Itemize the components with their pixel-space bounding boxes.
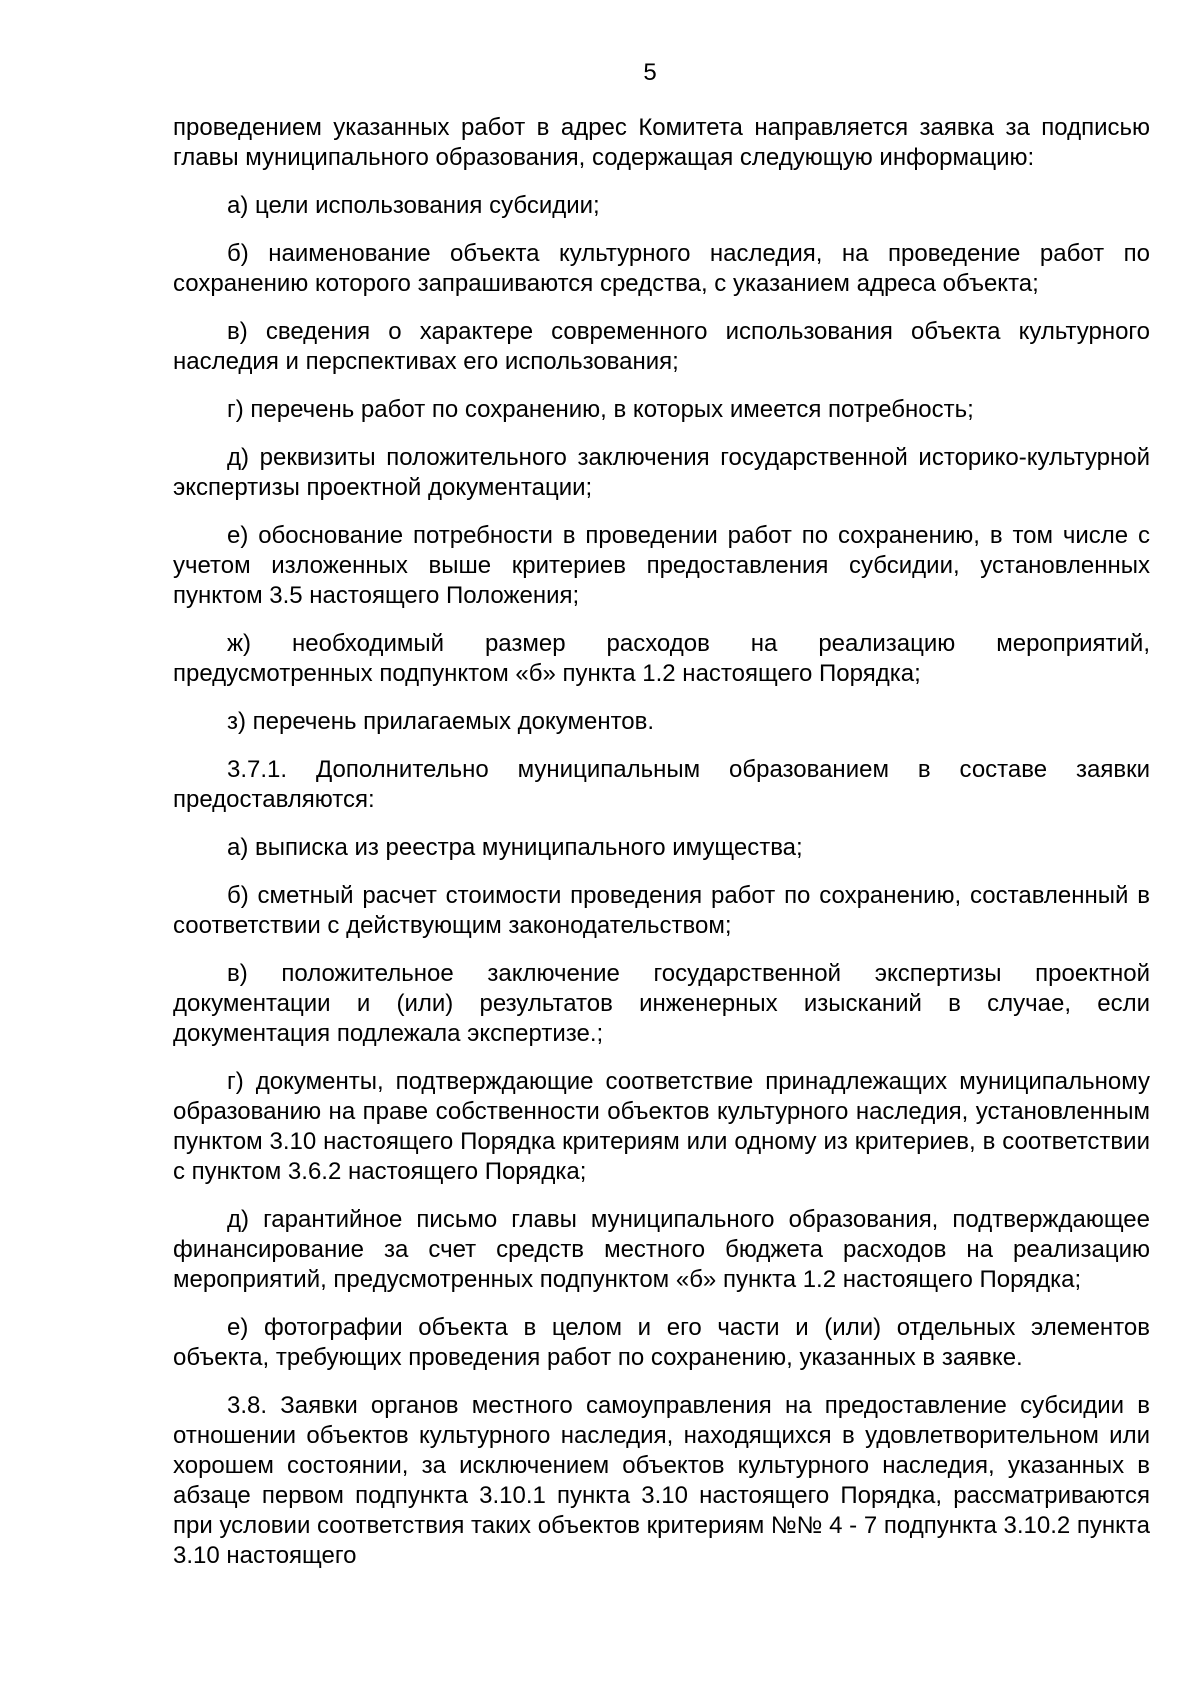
paragraph-3-7-1-item-b: б) сметный расчет стоимости проведения работ по сохранению, составленный в соответствии с действующим законодательством;: [173, 882, 1150, 939]
paragraph-item-b: б) наименование объекта культурного наследия, на проведение работ по сохранению которого запрашиваются средства, с указанием адреса объекта;: [173, 240, 1150, 297]
paragraph-3-7-1-item-g: г) документы, подтверждающие соответствие принадлежащих муниципальному образованию на праве собственности объектов культурного наследия, установленным пунктом 3.10 настоящего Порядка критериям или одному из критериев, в соответствии с пунктом 3.6.2 настоящего Порядка;: [173, 1068, 1150, 1185]
paragraph-item-z: з) перечень прилагаемых документов.: [227, 708, 655, 735]
paragraph-item-d: д) реквизиты положительного заключения государственной историко-культурной экспертизы проектной документации;: [173, 444, 1150, 501]
paragraph-3-7-1-item-v: в) положительное заключение государственной экспертизы проектной документации и (или) результатов инженерных изысканий в случае, если документация подлежала экспертизе.;: [173, 960, 1150, 1047]
paragraph-item-a: а) цели использования субсидии;: [227, 192, 600, 219]
paragraph-3-8: 3.8. Заявки органов местного самоуправления на предоставление субсидии в отношении объектов культурного наследия, находящихся в удовлетворительном или хорошем состоянии, за исключением объектов культурного наследия, указанных в абзаце первом подпункта 3.10.1 пункта 3.10 настоящего Порядка, рассматриваются при условии соответствия таких объектов критериям №№ 4 - 7 подпункта 3.10.2 пункта 3.10 настоящего: [173, 1392, 1150, 1569]
paragraph-3-7-1: 3.7.1. Дополнительно муниципальным образованием в составе заявки предоставляются:: [173, 756, 1150, 813]
paragraph-item-e: е) обоснование потребности в проведении работ по сохранению, в том числе с учетом изложенных выше критериев предоставления субсидии, установленных пунктом 3.5 настоящего Положения;: [173, 522, 1150, 609]
paragraph-item-v: в) сведения о характере современного использования объекта культурного наследия и перспективах его использования;: [173, 318, 1150, 375]
page-number: 5: [643, 59, 657, 86]
paragraph-item-g: г) перечень работ по сохранению, в которых имеется потребность;: [227, 396, 974, 423]
document-body: [173, 113, 1150, 1571]
paragraph-intro: проведением указанных работ в адрес Комитета направляется заявка за подписью главы муниципального образования, содержащая следующую информацию:: [173, 114, 1150, 171]
paragraph-3-7-1-item-d: д) гарантийное письмо главы муниципального образования, подтверждающее финансирование за счет средств местного бюджета расходов на реализацию мероприятий, предусмотренных подпунктом «б» пункта 1.2 настоящего Порядка;: [173, 1206, 1150, 1293]
paragraph-3-7-1-item-a: а) выписка из реестра муниципального имущества;: [227, 834, 803, 861]
paragraph-3-7-1-item-e: е) фотографии объекта в целом и его части и (или) отдельных элементов объекта, требующих проведения работ по сохранению, указанных в заявке.: [173, 1314, 1150, 1371]
paragraph-item-zh: ж) необходимый размер расходов на реализацию мероприятий, предусмотренных подпунктом «б» пункта 1.2 настоящего Порядка;: [173, 630, 1150, 687]
